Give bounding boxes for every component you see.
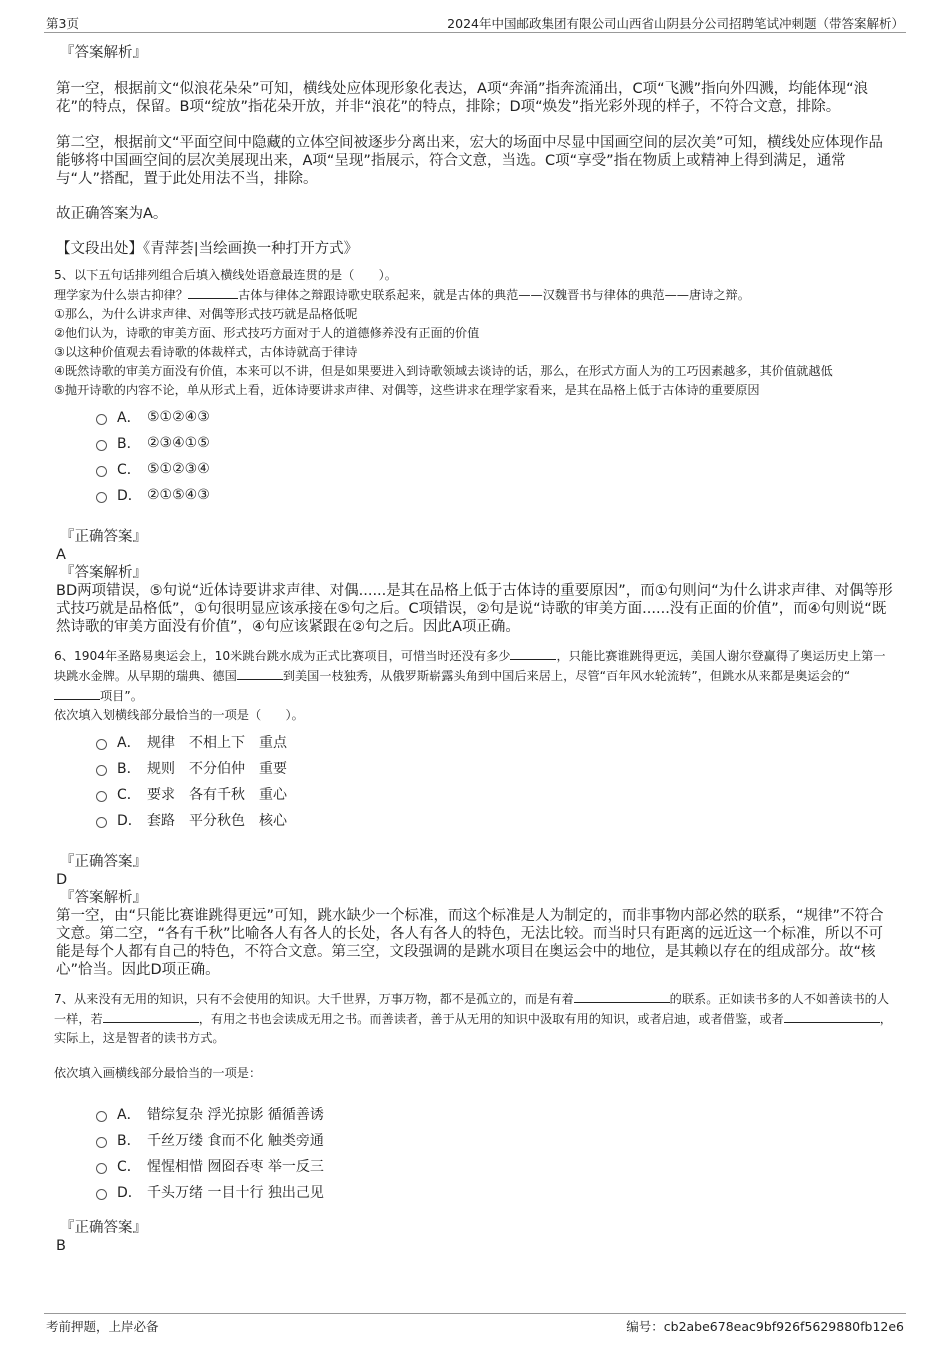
sentence-1: ①那么，为什么讲求声律、对偶等形式技巧就是品格低呢 xyxy=(54,307,358,321)
analysis-conclusion: 故正确答案为A。 xyxy=(56,206,168,222)
radio-icon[interactable] xyxy=(96,440,107,451)
q7-options xyxy=(96,1101,896,1205)
page-footer xyxy=(44,1313,906,1340)
radio-icon[interactable] xyxy=(96,791,107,802)
footer-slogan: 考前押题，上岸必备 xyxy=(46,1319,159,1334)
question-stem: 7、从来没有无用的知识，只有不会使用的知识。大千世界，万事万物，都不是孤立的，而是有着 的联系。正如读书多的人不如善读书的人一样，若 ，有用之书也会读成无用之书。而善读者，善于从无用的知识中汲取有用的知识，或者启迪，或者借鉴，或者 ，实际上，这是智者的读书方式。 xyxy=(54,989,896,1048)
source-citation: 【文段出处】《青萍荟|当绘画换一种打开方式》 xyxy=(56,241,359,257)
page-content xyxy=(56,44,896,1255)
radio-icon[interactable] xyxy=(96,492,107,503)
option-d[interactable]: D． 套路 平分秋色 核心 xyxy=(96,807,896,833)
correct-answer: B xyxy=(56,1238,66,1254)
radio-icon[interactable] xyxy=(96,817,107,828)
option-d[interactable]: D． 千头万绪 一目十行 独出己见 xyxy=(96,1179,896,1205)
sentence-5: ⑤抛开诗歌的内容不论，单从形式上看，近体诗要讲求声律、对偶等，这些讲求在理学家看来，是其在品格上低于古体诗的重要原因 xyxy=(54,383,760,397)
q5-options xyxy=(96,404,896,508)
radio-icon[interactable] xyxy=(96,414,107,425)
analysis-paragraph: BD两项错误，⑤句说“近体诗要讲求声律、对偶......是其在品格上低于古体诗的重要原因”，而①句则问“为什么讲求声律、对偶等形式技巧就是品格低”，①句很明显应该承接在⑤句之后。C项错误，②句是说“诗歌的审美方面......没有正面的价值”，而④句则说“既然诗歌的审美方面没有价值”，④句应该紧跟在②句之后。因此A项正确。 xyxy=(56,583,893,635)
document-code: 编号：cb2abe678eac9bf926f5629880fb12e6 xyxy=(626,1319,904,1334)
radio-icon[interactable] xyxy=(96,1137,107,1148)
question-instruction: 依次填入划横线部分最恰当的一项是（ ）。 xyxy=(54,708,304,722)
question-stem: 5、以下五句话排列组合后填入横线处语意最连贯的是（ ）。 xyxy=(54,268,397,282)
question-instruction: 依次填入画横线部分最恰当的一项是： xyxy=(54,1066,262,1080)
answer-heading: 『正确答案』 xyxy=(60,854,147,870)
option-b[interactable]: B． 规则 不分伯仲 重要 xyxy=(96,755,896,781)
analysis-paragraph: 第一空，根据前文“似浪花朵朵”可知，横线处应体现形象化表达，A项“奔涌”指奔流涌出，C项“飞溅”指向外四溅，均能体现“浪花”的特点，保留。B项“绽放”指花朵开放，并非“浪花”的特点，排除；D项“焕发”指光彩外现的样子，不符合文意，排除。 xyxy=(56,81,869,115)
sentence-4: ④既然诗歌的审美方面没有价值，本来可以不讲，但是如果要进入到诗歌领域去谈诗的话，那么，在形式方面人为的工巧因素越多，其价值就越低 xyxy=(54,364,833,378)
option-b[interactable]: B． ②③④①⑤ xyxy=(96,430,896,456)
option-d[interactable]: D． ②①⑤④③ xyxy=(96,482,896,508)
analysis-heading: 『答案解析』 xyxy=(60,890,147,906)
page-header xyxy=(44,10,906,33)
radio-icon[interactable] xyxy=(96,765,107,776)
radio-icon[interactable] xyxy=(96,466,107,477)
analysis-heading: 『答案解析』 xyxy=(60,45,147,61)
option-c[interactable]: C． 惺惺相惜 囫囵吞枣 举一反三 xyxy=(96,1153,896,1179)
answer-heading: 『正确答案』 xyxy=(60,529,147,545)
option-a[interactable]: A． ⑤①②④③ xyxy=(96,404,896,430)
question-passage: 理学家为什么崇古抑律？ 古体与律体之辩跟诗歌史联系起来，就是古体的典范——汉魏晋书与律体的典范——唐诗之辩。 xyxy=(54,285,896,305)
correct-answer: A xyxy=(56,547,66,563)
analysis-paragraph: 第二空，根据前文“平面空间中隐藏的立体空间被逐步分离出来，宏大的场面中尽显中国画空间的层次美”可知，横线处应体现作品能够将中国画空间的层次美展现出来，A项“呈现”指展示，符合文意，当选。C项“享受”指在物质上或精神上得到满足，通常与“人”搭配，置于此处用法不当，排除。 xyxy=(56,135,884,187)
correct-answer: D xyxy=(56,872,68,888)
radio-icon[interactable] xyxy=(96,1111,107,1122)
document-title: 2024年中国邮政集团有限公司山西省山阴县分公司招聘笔试冲刺题（带答案解析） xyxy=(447,16,904,31)
option-b[interactable]: B． 千丝万缕 食而不化 触类旁通 xyxy=(96,1127,896,1153)
analysis-paragraph: 第一空，由“只能比赛谁跳得更远”可知，跳水缺少一个标准，而这个标准是人为制定的，而非事物内部必然的联系，“规律”不符合文意。第二空，“各有千秋”比喻各人有各人的长处，各人有各人的特色，无法比较。而当时只有距离的远近这一个标准，所以不可能是每个人都有自己的特色，不符合文意。第三空，文段强调的是跳水项目在奥运会中的地位，是其赖以存在的组成部分。故“核心”恰当。因此D项正确。 xyxy=(56,908,884,978)
option-c[interactable]: C． 要求 各有千秋 重心 xyxy=(96,781,896,807)
answer-heading: 『正确答案』 xyxy=(60,1220,147,1236)
q7-question xyxy=(54,989,896,1083)
sentence-3: ③以这种价值观去看诗歌的体裁样式，古体诗就高于律诗 xyxy=(54,345,358,359)
q5-question xyxy=(54,266,896,400)
option-c[interactable]: C． ⑤①②③④ xyxy=(96,456,896,482)
question-stem: 6、1904年圣路易奥运会上，10米跳台跳水成为正式比赛项目，可惜当时还没有多少 ，只能比赛谁跳得更远，美国人谢尔登赢得了奥运历史上第一块跳水金牌。从早期的瑞典、德国 到美国一枝独秀，从俄罗斯崭露头角到中国后来居上，尽管“百年风水轮流转”，但跳水从来都是奥运会的“项目”。 xyxy=(54,646,896,706)
sentence-2: ②他们认为，诗歌的审美方面、形式技巧方面对于人的道德修养没有正面的价值 xyxy=(54,326,480,340)
radio-icon[interactable] xyxy=(96,1189,107,1200)
page-number: 第3页 xyxy=(46,16,79,31)
q6-question xyxy=(54,646,896,725)
analysis-heading: 『答案解析』 xyxy=(60,565,147,581)
option-a[interactable]: A． 规律 不相上下 重点 xyxy=(96,729,896,755)
radio-icon[interactable] xyxy=(96,739,107,750)
radio-icon[interactable] xyxy=(96,1163,107,1174)
q6-options xyxy=(96,729,896,833)
option-a[interactable]: A． 错综复杂 浮光掠影 循循善诱 xyxy=(96,1101,896,1127)
